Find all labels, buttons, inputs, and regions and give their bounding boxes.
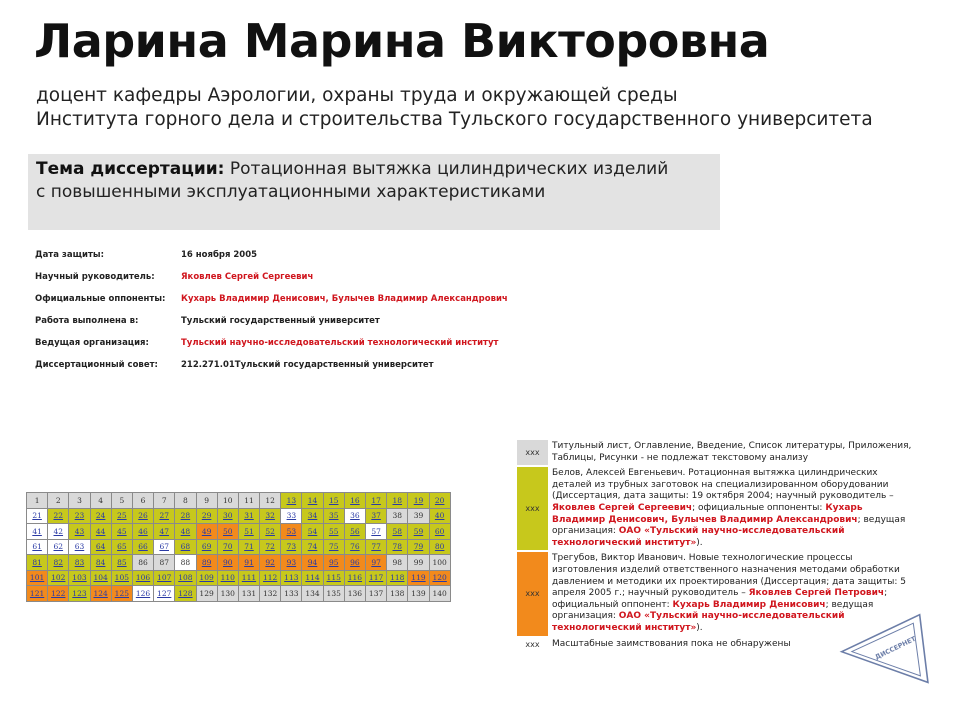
page-cell-34[interactable]: 34: [302, 508, 323, 524]
legend-swatch-yellow: xxx: [517, 467, 548, 550]
legend-text-gray: Титульный лист, Оглавление, Введение, Список литературы, Приложения, Таблицы, Рисунки - не подлежат текстовому анализу: [552, 441, 912, 463]
page-cell-48[interactable]: 48: [175, 524, 196, 540]
legend-text-part: ; официальный оппонент:: [552, 588, 888, 610]
legend-text-part: ).: [696, 537, 703, 548]
page-cell-69[interactable]: 69: [196, 539, 217, 555]
legend-text-white: Масштабные заимствования пока не обнаружены: [552, 638, 791, 649]
legend-swatch-orange: xxx: [517, 552, 548, 635]
page-cell-126[interactable]: 126: [132, 586, 153, 602]
page-cell-90[interactable]: 90: [217, 555, 238, 571]
page-cell-113[interactable]: 113: [281, 570, 302, 586]
page-cell-118[interactable]: 118: [387, 570, 408, 586]
topic-label: Тема диссертации:: [36, 159, 225, 179]
page-cell-68[interactable]: 68: [175, 539, 196, 555]
page-cell-138: 138: [387, 586, 408, 602]
page-cell-124[interactable]: 124: [90, 586, 111, 602]
grid-row: [27, 539, 451, 555]
grid-row: [27, 555, 451, 571]
page-cell-120[interactable]: 120: [429, 570, 450, 586]
page-cell-62[interactable]: 62: [48, 539, 69, 555]
position-line-1: доцент кафедры Аэрологии, охраны труда и окружающей среды: [36, 85, 678, 106]
page-cell-104[interactable]: 104: [90, 570, 111, 586]
page-cell-115[interactable]: 115: [323, 570, 344, 586]
legend-text-part: ).: [696, 622, 703, 633]
stamp-group: [837, 615, 933, 699]
page-cell-106[interactable]: 106: [132, 570, 153, 586]
page-cell-57[interactable]: 57: [366, 524, 387, 540]
legend-highlight: Яковлев Сергей Петрович: [748, 588, 885, 599]
page-cell-101[interactable]: 101: [27, 570, 48, 586]
page-cell-72[interactable]: 72: [260, 539, 281, 555]
legend-text-part: ; ведущая организация:: [552, 599, 874, 622]
page-cell-130: 130: [217, 586, 238, 602]
dissernet-stamp: [836, 612, 942, 704]
page-cell-19[interactable]: 19: [408, 493, 429, 509]
info-value: Яковлев Сергей Сергеевич: [181, 272, 314, 282]
grid-row: [27, 570, 451, 586]
page-cell-71[interactable]: 71: [238, 539, 259, 555]
page-cell-107[interactable]: 107: [154, 570, 175, 586]
grid-row: [27, 586, 451, 602]
page-cell-22[interactable]: 22: [48, 508, 69, 524]
page-cell-38: 38: [387, 508, 408, 524]
grid-row: [27, 524, 451, 540]
page-cell-79[interactable]: 79: [408, 539, 429, 555]
page-cell-9: 9: [196, 493, 217, 509]
page-cell-45[interactable]: 45: [111, 524, 132, 540]
page-cell-21[interactable]: 21: [27, 508, 48, 524]
page-cell-99: 99: [408, 555, 429, 571]
page-cell-32[interactable]: 32: [260, 508, 281, 524]
topic-title-part1: Ротационная вытяжка цилиндрических изделий: [224, 159, 669, 179]
page-cell-137: 137: [366, 586, 387, 602]
page-cell-119[interactable]: 119: [408, 570, 429, 586]
page-cell-17[interactable]: 17: [366, 493, 387, 509]
legend-text-part: ; ведущая организация:: [552, 514, 906, 537]
page-cell-64[interactable]: 64: [90, 539, 111, 555]
page-cell-129: 129: [196, 586, 217, 602]
page-cell-65[interactable]: 65: [111, 539, 132, 555]
page-cell-128[interactable]: 128: [175, 586, 196, 602]
page-cell-46[interactable]: 46: [132, 524, 153, 540]
info-value: Тульский государственный университет: [181, 316, 380, 326]
page-cell-4: 4: [90, 493, 111, 509]
page-cell-127[interactable]: 127: [154, 586, 175, 602]
page-cell-42[interactable]: 42: [48, 524, 69, 540]
page-cell-56[interactable]: 56: [344, 524, 365, 540]
info-value: 212.271.01Тульский государственный университет: [181, 360, 434, 370]
page-cell-122[interactable]: 122: [48, 586, 69, 602]
page-cell-31[interactable]: 31: [238, 508, 259, 524]
legend-swatch-white: xxx: [517, 638, 548, 652]
legend-row-yellow: [517, 467, 912, 550]
page-cell-12: 12: [260, 493, 281, 509]
person-position: [36, 84, 873, 132]
page-cell-117[interactable]: 117: [366, 570, 387, 586]
page-cell-28[interactable]: 28: [175, 508, 196, 524]
legend-text-yellow: [548, 467, 912, 550]
dissertation-topic-box: [28, 154, 720, 230]
page-cell-114[interactable]: 114: [302, 570, 323, 586]
page-cell-5: 5: [111, 493, 132, 509]
page-cell-51[interactable]: 51: [238, 524, 259, 540]
page-cell-33[interactable]: 33: [281, 508, 302, 524]
page-cell-87: 87: [154, 555, 175, 571]
page-cell-67[interactable]: 67: [154, 539, 175, 555]
page-cell-20[interactable]: 20: [429, 493, 450, 509]
page-cell-121[interactable]: 121: [27, 586, 48, 602]
page-cell-66[interactable]: 66: [132, 539, 153, 555]
page-cell-102[interactable]: 102: [48, 570, 69, 586]
page-cell-125[interactable]: 125: [111, 586, 132, 602]
legend-highlight: ОАО «Тульский научно-исследовательский технологический институт»: [552, 611, 845, 633]
page-cell-43[interactable]: 43: [69, 524, 90, 540]
legend-highlight: Яковлев Сергей Сергеевич: [552, 502, 693, 513]
page-cell-103[interactable]: 103: [69, 570, 90, 586]
page-cell-83[interactable]: 83: [69, 555, 90, 571]
legend-swatch-gray: xxx: [517, 440, 548, 465]
page-cell-132: 132: [260, 586, 281, 602]
page-cell-74[interactable]: 74: [302, 539, 323, 555]
page-cell-25[interactable]: 25: [111, 508, 132, 524]
page-cell-92[interactable]: 92: [260, 555, 281, 571]
page-cell-36[interactable]: 36: [344, 508, 365, 524]
page-cell-14[interactable]: 14: [302, 493, 323, 509]
page-cell-78[interactable]: 78: [387, 539, 408, 555]
info-label: Научный руководитель:: [35, 272, 155, 282]
page-cell-80[interactable]: 80: [429, 539, 450, 555]
page-cell-76[interactable]: 76: [344, 539, 365, 555]
page-cell-35[interactable]: 35: [323, 508, 344, 524]
page-cell-1: 1: [27, 493, 48, 509]
page-cell-55[interactable]: 55: [323, 524, 344, 540]
page-cell-16[interactable]: 16: [344, 493, 365, 509]
page-cell-100: 100: [429, 555, 450, 571]
page-cell-23[interactable]: 23: [69, 508, 90, 524]
legend-row-gray: [517, 440, 912, 465]
page-cell-84[interactable]: 84: [90, 555, 111, 571]
page-cell-96[interactable]: 96: [344, 555, 365, 571]
page-cell-77[interactable]: 77: [366, 539, 387, 555]
page-cell-53[interactable]: 53: [281, 524, 302, 540]
info-label: Официальные оппоненты:: [35, 294, 166, 304]
page-cell-47[interactable]: 47: [154, 524, 175, 540]
page-cell-49[interactable]: 49: [196, 524, 217, 540]
page-cell-123[interactable]: 123: [69, 586, 90, 602]
page-cell-105[interactable]: 105: [111, 570, 132, 586]
page-cell-54[interactable]: 54: [302, 524, 323, 540]
page-cell-61[interactable]: 61: [27, 539, 48, 555]
page-cell-108[interactable]: 108: [175, 570, 196, 586]
legend-highlight: Кухарь Владимир Денисович: [672, 599, 826, 610]
page-cell-7: 7: [154, 493, 175, 509]
person-name: Ларина Марина Викторовна: [34, 14, 770, 68]
page-cell-75[interactable]: 75: [323, 539, 344, 555]
stamp-text: ДИССЕРНЕТ: [873, 634, 918, 662]
page-cell-10: 10: [217, 493, 238, 509]
page-cell-73[interactable]: 73: [281, 539, 302, 555]
page-cell-8: 8: [175, 493, 196, 509]
info-value: 16 ноября 2005: [181, 250, 258, 260]
info-label: Ведущая организация:: [35, 338, 149, 348]
info-value: Кухарь Владимир Денисович, Булычев Владимир Александрович: [181, 294, 508, 304]
info-value: Тульский научно-исследовательский технологический институт: [181, 338, 499, 348]
page-cell-82[interactable]: 82: [48, 555, 69, 571]
page-cell-41[interactable]: 41: [27, 524, 48, 540]
page-cell-110[interactable]: 110: [217, 570, 238, 586]
page-cell-86: 86: [132, 555, 153, 571]
page-cell-63[interactable]: 63: [69, 539, 90, 555]
page-cell-15[interactable]: 15: [323, 493, 344, 509]
page-cell-85[interactable]: 85: [111, 555, 132, 571]
grid-row: [27, 508, 451, 524]
page-cell-97[interactable]: 97: [366, 555, 387, 571]
page-cell-50[interactable]: 50: [217, 524, 238, 540]
page-cell-140: 140: [429, 586, 450, 602]
page-cell-11: 11: [238, 493, 259, 509]
page-cell-89[interactable]: 89: [196, 555, 217, 571]
page-cell-98: 98: [387, 555, 408, 571]
page-cell-24[interactable]: 24: [90, 508, 111, 524]
page-cell-95[interactable]: 95: [323, 555, 344, 571]
page-cell-30[interactable]: 30: [217, 508, 238, 524]
page-cell-70[interactable]: 70: [217, 539, 238, 555]
page-cell-139: 139: [408, 586, 429, 602]
legend-highlight: ОАО «Тульский научно-исследовательский технологический институт»: [552, 526, 845, 548]
page-cell-91[interactable]: 91: [238, 555, 259, 571]
page-cell-81[interactable]: 81: [27, 555, 48, 571]
page-cell-52[interactable]: 52: [260, 524, 281, 540]
page-cell-109[interactable]: 109: [196, 570, 217, 586]
page-cell-40[interactable]: 40: [429, 508, 450, 524]
legend-text-part: Трегубов, Виктор Иванович. Новые технологические процессы изготовления изделий ответственного назначения методами обработки давлением и методики их проектирования (Диссертация; дата защиты: 5 апреля 2005 г.; научный руководитель –: [552, 553, 907, 599]
legend-highlight: Кухарь Владимир Денисович, Булычев Владимир Александрович: [552, 502, 863, 525]
page-cell-3: 3: [69, 493, 90, 509]
page-cell-116[interactable]: 116: [344, 570, 365, 586]
legend-text-part: ; официальные оппоненты:: [692, 502, 826, 513]
page-cell-134: 134: [302, 586, 323, 602]
page-cell-136: 136: [344, 586, 365, 602]
page-cell-111[interactable]: 111: [238, 570, 259, 586]
page-cell-133: 133: [281, 586, 302, 602]
page-cell-26[interactable]: 26: [132, 508, 153, 524]
page-cell-27[interactable]: 27: [154, 508, 175, 524]
page-cell-39: 39: [408, 508, 429, 524]
info-label: Работа выполнена в:: [35, 316, 139, 326]
page-cell-2: 2: [48, 493, 69, 509]
page-cell-13[interactable]: 13: [281, 493, 302, 509]
page-cell-37[interactable]: 37: [366, 508, 387, 524]
page-cell-94[interactable]: 94: [302, 555, 323, 571]
page-cell-18[interactable]: 18: [387, 493, 408, 509]
page-cell-93[interactable]: 93: [281, 555, 302, 571]
topic-title-part2: с повышенными эксплуатационными характеристиками: [36, 182, 546, 202]
legend-text-part: Белов, Алексей Евгеньевич. Ротационная вытяжка цилиндрических деталей из трубных заготовок на специализированном оборудовании (Диссертация, дата защиты: 19 октября 2004; научный руководитель –: [552, 468, 894, 502]
page-borrowing-grid: [26, 492, 451, 602]
page-cell-59[interactable]: 59: [408, 524, 429, 540]
page-cell-135: 135: [323, 586, 344, 602]
page-cell-44[interactable]: 44: [90, 524, 111, 540]
grid-row: [27, 493, 451, 509]
position-line-2: Института горного дела и строительства Тульского государственного университета: [36, 109, 873, 130]
page-cell-112[interactable]: 112: [260, 570, 281, 586]
page-cell-131: 131: [238, 586, 259, 602]
page-cell-60[interactable]: 60: [429, 524, 450, 540]
info-label: Диссертационный совет:: [35, 360, 158, 370]
page-cell-29[interactable]: 29: [196, 508, 217, 524]
info-label: Дата защиты:: [35, 250, 104, 260]
page-cell-58[interactable]: 58: [387, 524, 408, 540]
page-cell-88: 88: [175, 555, 196, 571]
page-cell-6: 6: [132, 493, 153, 509]
